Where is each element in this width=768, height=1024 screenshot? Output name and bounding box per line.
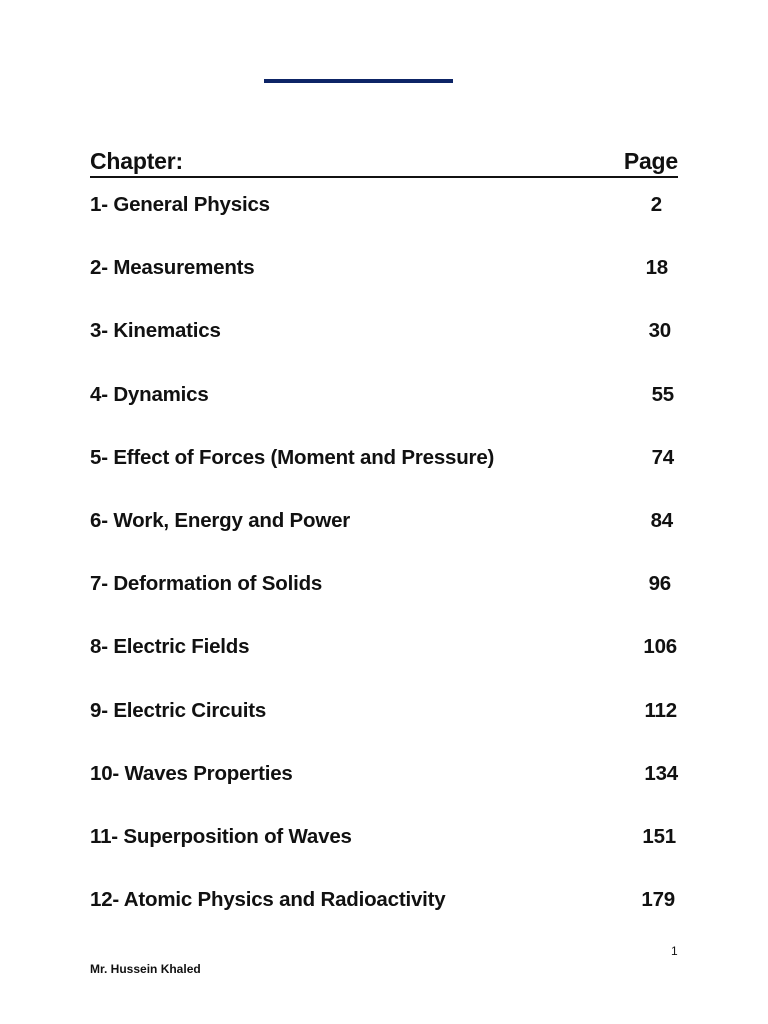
toc-entry-page: 96: [648, 572, 671, 596]
toc-entry: [90, 446, 678, 509]
toc-entry-page: 84: [650, 508, 673, 532]
toc-entry: [90, 762, 678, 825]
toc-entry-title: 10- Waves Properties: [90, 761, 293, 785]
toc-entry-page: 18: [645, 256, 668, 280]
footer-author: Mr. Hussein Khaled: [90, 962, 201, 976]
toc-entry-title: 7- Deformation of Solids: [90, 572, 323, 596]
toc-entry-title: 4- Dynamics: [90, 382, 209, 406]
toc-entry: [90, 193, 678, 256]
toc-header: [90, 148, 678, 178]
toc-entry-page: 112: [644, 698, 677, 722]
toc-entry: [90, 319, 678, 382]
toc-entry-page: 55: [651, 382, 674, 406]
toc-entry-title: 1- General Physics: [90, 193, 270, 216]
toc-entry: [90, 635, 678, 698]
toc-entry-page: 151: [642, 824, 676, 848]
page-number: 1: [671, 944, 678, 958]
title-underline-rule: [264, 79, 453, 83]
toc-entry-title: 8- Electric Fields: [90, 635, 250, 659]
chapter-column-label: Chapter:: [90, 148, 183, 174]
toc-entry: [90, 825, 678, 888]
page-column-label: Page: [623, 148, 678, 174]
toc-entry-title: 9- Electric Circuits: [90, 698, 267, 722]
toc-entry: [90, 383, 678, 446]
toc-entry-title: 6- Work, Energy and Power: [90, 508, 351, 532]
toc-entry-title: 11- Superposition of Waves: [90, 824, 352, 848]
toc-entry-page: 30: [648, 319, 671, 343]
toc-entry-page: 74: [651, 445, 674, 469]
toc-entry: [90, 572, 678, 635]
toc-entry-title: 12- Atomic Physics and Radioactivity: [90, 888, 446, 912]
toc-entry: [90, 256, 678, 319]
toc-entry-page: 179: [641, 888, 675, 912]
toc-entry-title: 2- Measurements: [90, 256, 255, 280]
toc-entry-title: 3- Kinematics: [90, 319, 221, 343]
toc-entry-title: 5- Effect of Forces (Moment and Pressure): [90, 445, 495, 469]
toc-entry-page: 134: [644, 761, 678, 785]
toc-entry: [90, 509, 678, 572]
toc-entry-page: 106: [643, 635, 677, 659]
toc-entry: [90, 888, 678, 951]
toc-entry: [90, 699, 678, 762]
table-of-contents: [90, 193, 678, 951]
toc-entry-page: 2: [650, 193, 662, 216]
